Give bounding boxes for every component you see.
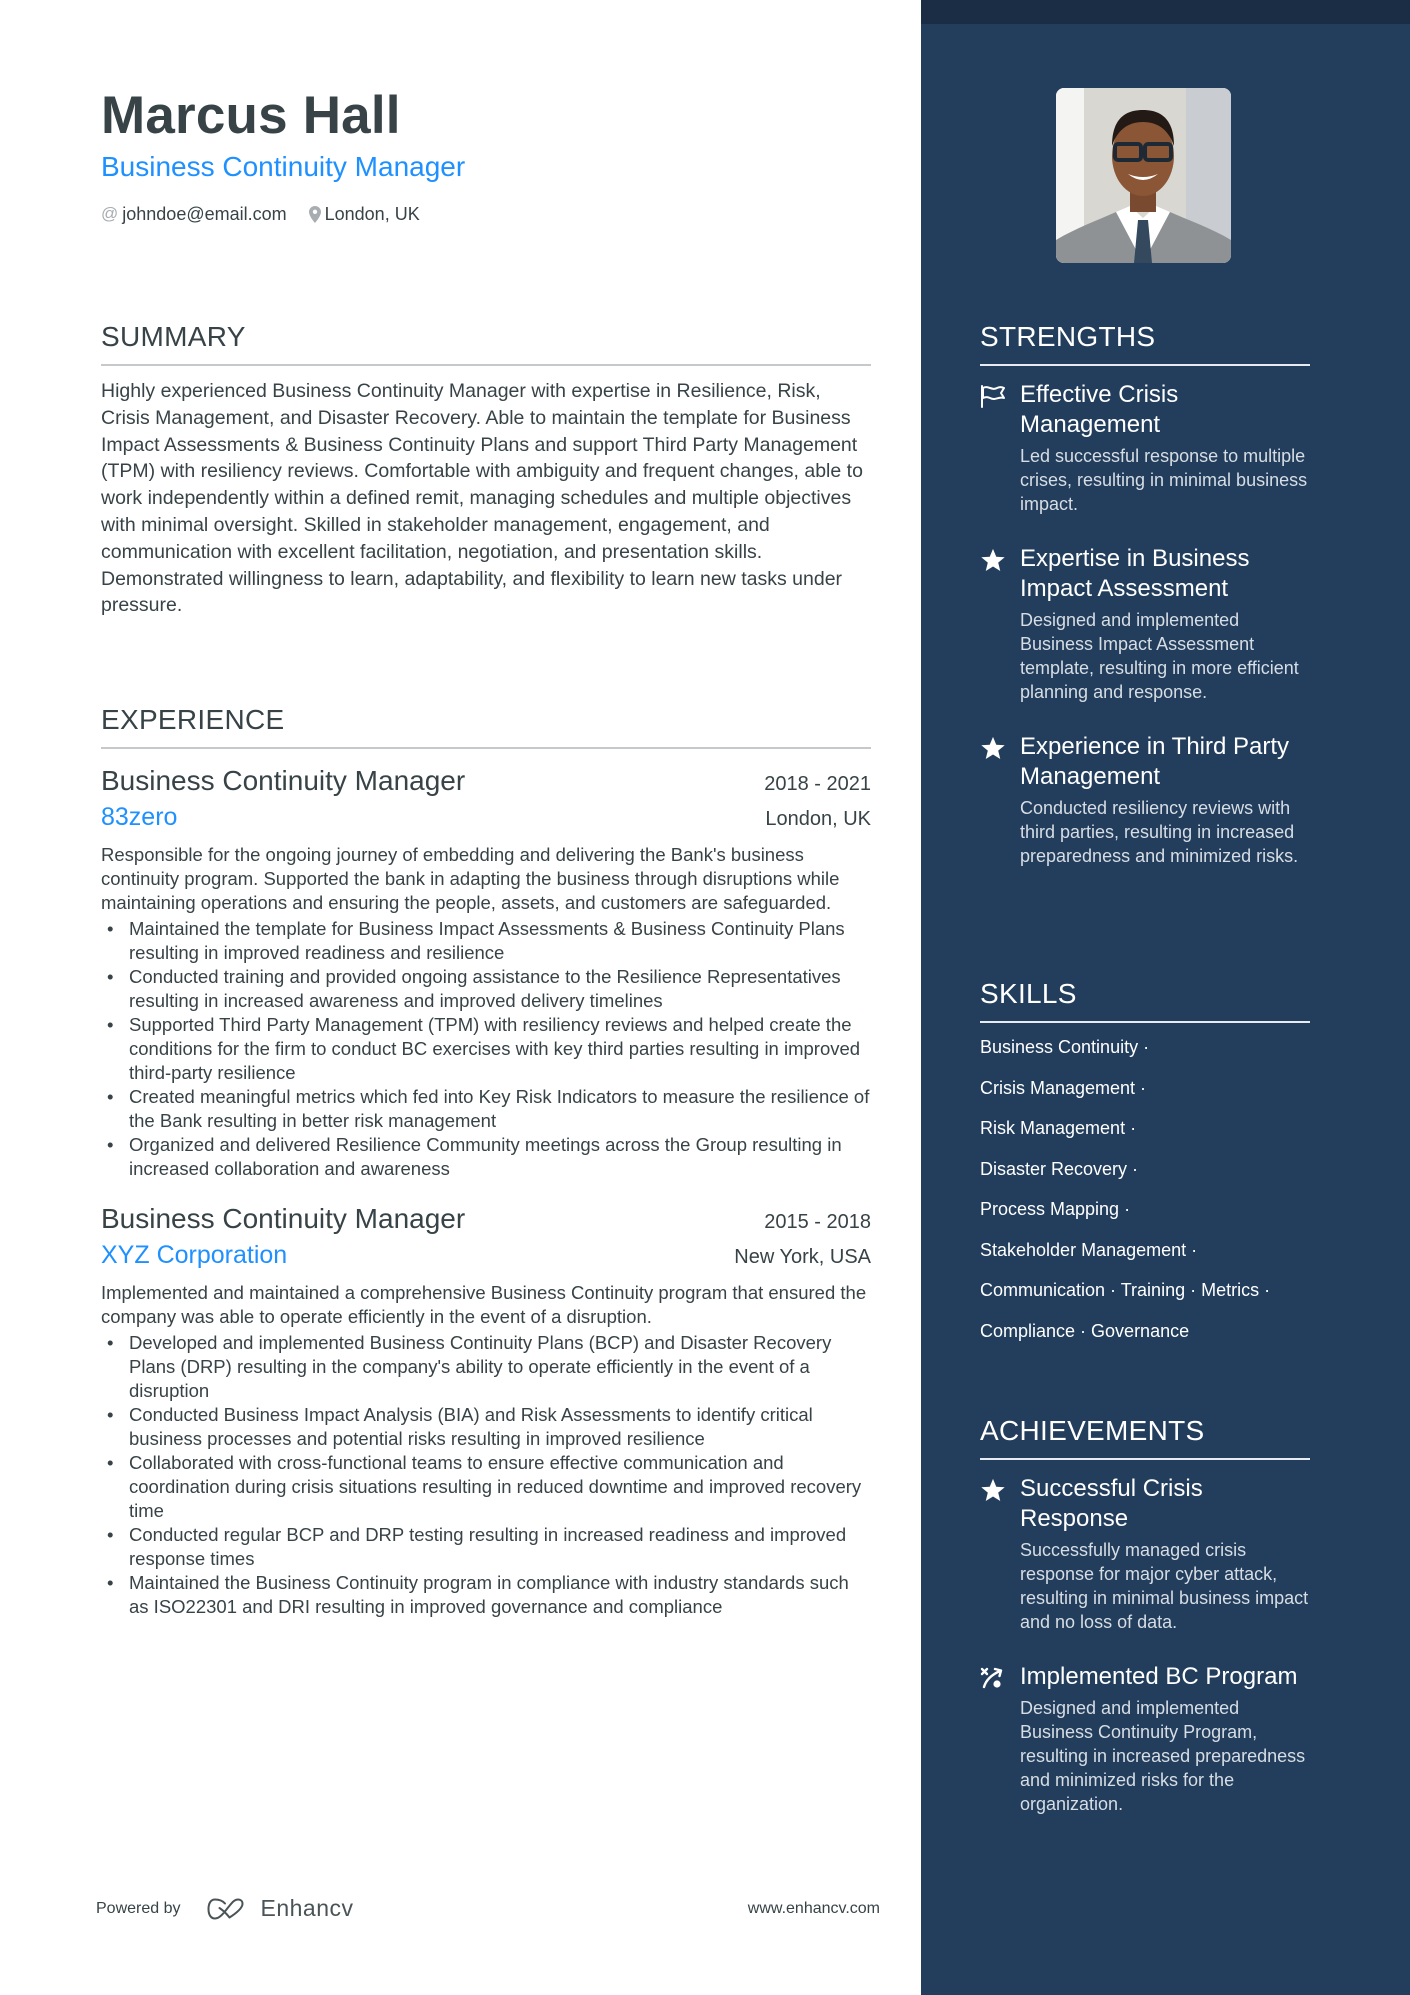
achievements-section — [980, 1414, 1310, 1816]
contact-email[interactable] — [101, 203, 287, 225]
strength-item — [980, 544, 1310, 704]
strength-title: Experience in Third Party Management — [1020, 733, 1290, 790]
bullet-item: • Developed and implemented Business Continuity Plans (BCP) and Disaster Recovery Plans (DRP) resulting in the company's ability to operate efficiently in the event of a disruption — [101, 1331, 871, 1403]
bullet-item: • Maintained the Business Continuity program in compliance with industry standards such as ISO22301 and DRI resulting in improved governance and compliance — [101, 1571, 871, 1619]
achievements-heading: ACHIEVEMENTS — [980, 1414, 1310, 1460]
job-entry — [101, 763, 871, 1181]
strategy-icon — [980, 1662, 1020, 1816]
skill-line: Process Mapping · — [980, 1199, 1131, 1219]
skill-line: Stakeholder Management · — [980, 1239, 1198, 1260]
brand-name: Enhancv — [260, 1895, 354, 1921]
strengths-section — [980, 320, 1310, 868]
bullet-item: • Conducted training and provided ongoing assistance to the Resilience Representatives resulting in increased awareness and improved delivery timelines — [101, 965, 871, 1013]
sidebar — [921, 0, 1410, 1995]
strength-title: Expertise in Business Impact Assessment — [1020, 545, 1250, 602]
job-description: Responsible for the ongoing journey of embedding and delivering the Bank's business continuity program. Supported the bank in adapting the business through disruptions while maintaining operations and ensuring the people, assets, and customers are safeguarded. — [101, 844, 840, 913]
summary-section — [101, 320, 871, 619]
star-icon — [980, 732, 1020, 868]
job-dates: 2018 - 2021 — [764, 773, 871, 795]
skill-line: Compliance · Governance — [980, 1320, 1190, 1341]
achievement-item — [980, 1662, 1310, 1816]
job-company: 83zero — [101, 803, 178, 831]
skills-list — [980, 1035, 1310, 1343]
summary-heading: SUMMARY — [101, 320, 871, 366]
website-link[interactable]: www.enhancv.com — [747, 1899, 880, 1917]
summary-text: Highly experienced Business Continuity Manager with expertise in Resilience, Risk, Crisis Management, and Disaster Recovery. Able to maintain the template for Business Impact Assessments & Business Continuity Plans and support Third Party Management (TPM) with resiliency reviews. Comfortable with ambiguity and frequent changes, able to work independently within a defined remit, managing schedules and multiple objectives with minimal oversight. Skilled in stakeholder management, engagement, and communication with excellent facilitation, negotiation, and presentation skills. Demonstrated willingness to learn, adaptability, and flexibility to learn new tasks under pressure. — [101, 380, 863, 617]
skills-section — [980, 977, 1310, 1359]
skill-line: Crisis Management · — [980, 1077, 1147, 1098]
job-bullets — [101, 1331, 871, 1619]
skill-line: Risk Management · — [980, 1118, 1137, 1138]
strength-description: Designed and implemented Business Impact Assessment template, resulting in more efficient planning and response. — [1020, 610, 1299, 702]
achievement-title: Implemented BC Program — [1020, 1663, 1298, 1690]
job-dates: 2015 - 2018 — [764, 1211, 871, 1233]
powered-by-label: Powered by — [96, 1899, 181, 1917]
achievement-title: Successful Crisis Response — [1020, 1475, 1203, 1532]
strength-description: Conducted resiliency reviews with third parties, resulting in increased preparedness and minimized risks. — [1020, 798, 1299, 866]
enhancv-logo-icon — [207, 1898, 253, 1920]
bullet-item: • Supported Third Party Management (TPM) with resiliency reviews and helped create the conditions for the firm to conduct BC exercises with key third parties resulting in improved third-party resilience — [101, 1013, 871, 1085]
contact-location — [309, 203, 420, 225]
sidebar-top-band — [921, 0, 1410, 24]
bullet-item: • Maintained the template for Business Impact Assessments & Business Continuity Plans resulting in improved readiness and resilience — [101, 917, 871, 965]
achievement-item — [980, 1474, 1310, 1634]
location-text: London, UK — [324, 204, 420, 224]
map-pin-icon — [309, 206, 321, 223]
contact-info — [101, 203, 442, 225]
job-title: Business Continuity Manager — [101, 1203, 466, 1234]
strength-item — [980, 380, 1310, 516]
bullet-item: • Created meaningful metrics which fed into Key Risk Indicators to measure the resilience of the Bank resulting in better risk management — [101, 1085, 871, 1133]
at-icon: @ — [101, 204, 119, 223]
job-location: New York, USA — [734, 1246, 871, 1268]
strength-item — [980, 732, 1310, 868]
email-text: johndoe@email.com — [122, 204, 287, 224]
strength-description: Led successful response to multiple crises, resulting in minimal business impact. — [1020, 446, 1308, 514]
bullet-item: • Organized and delivered Resilience Community meetings across the Group resulting in increased collaboration and awareness — [101, 1133, 871, 1181]
star-icon — [980, 544, 1020, 704]
skills-heading: SKILLS — [980, 977, 1310, 1023]
experience-section — [101, 703, 871, 1619]
bullet-item: • Collaborated with cross-functional teams to ensure effective communication and coordination during crisis situations resulting in reduced downtime and improved recovery time — [101, 1451, 871, 1523]
star-icon — [980, 1474, 1020, 1634]
achievement-description: Successfully managed crisis response for major cyber attack, resulting in minimal business impact and no loss of data. — [1020, 1540, 1309, 1632]
strength-title: Effective Crisis Management — [1020, 381, 1179, 438]
job-location: London, UK — [765, 808, 871, 830]
job-title: Business Continuity Manager — [101, 765, 466, 796]
skill-line: Business Continuity · — [980, 1037, 1150, 1057]
candidate-title: Business Continuity Manager — [101, 151, 466, 182]
profile-photo — [1056, 88, 1231, 263]
skill-line: Disaster Recovery · — [980, 1158, 1139, 1179]
achievement-description: Designed and implemented Business Continuity Program, resulting in increased preparedness and minimized risks for the organization. — [1020, 1698, 1306, 1814]
bullet-item: • Conducted Business Impact Analysis (BIA) and Risk Assessments to identify critical business processes and potential risks resulting in improved resilience — [101, 1403, 871, 1451]
strengths-heading: STRENGTHS — [980, 320, 1310, 366]
candidate-name: Marcus Hall — [101, 86, 401, 145]
job-bullets — [101, 917, 871, 1181]
job-entry — [101, 1201, 871, 1619]
flag-icon — [980, 380, 1020, 516]
footer — [96, 1895, 880, 1922]
experience-heading: EXPERIENCE — [101, 703, 871, 749]
bullet-item: • Conducted regular BCP and DRP testing resulting in increased readiness and improved response times — [101, 1523, 871, 1571]
brand-logo[interactable] — [207, 1895, 354, 1922]
job-description: Implemented and maintained a comprehensive Business Continuity program that ensured the company was able to operate efficiently in the event of a disruption. — [101, 1282, 867, 1327]
skill-line: Communication · Training · Metrics · — [980, 1280, 1271, 1300]
job-company: XYZ Corporation — [101, 1241, 288, 1269]
